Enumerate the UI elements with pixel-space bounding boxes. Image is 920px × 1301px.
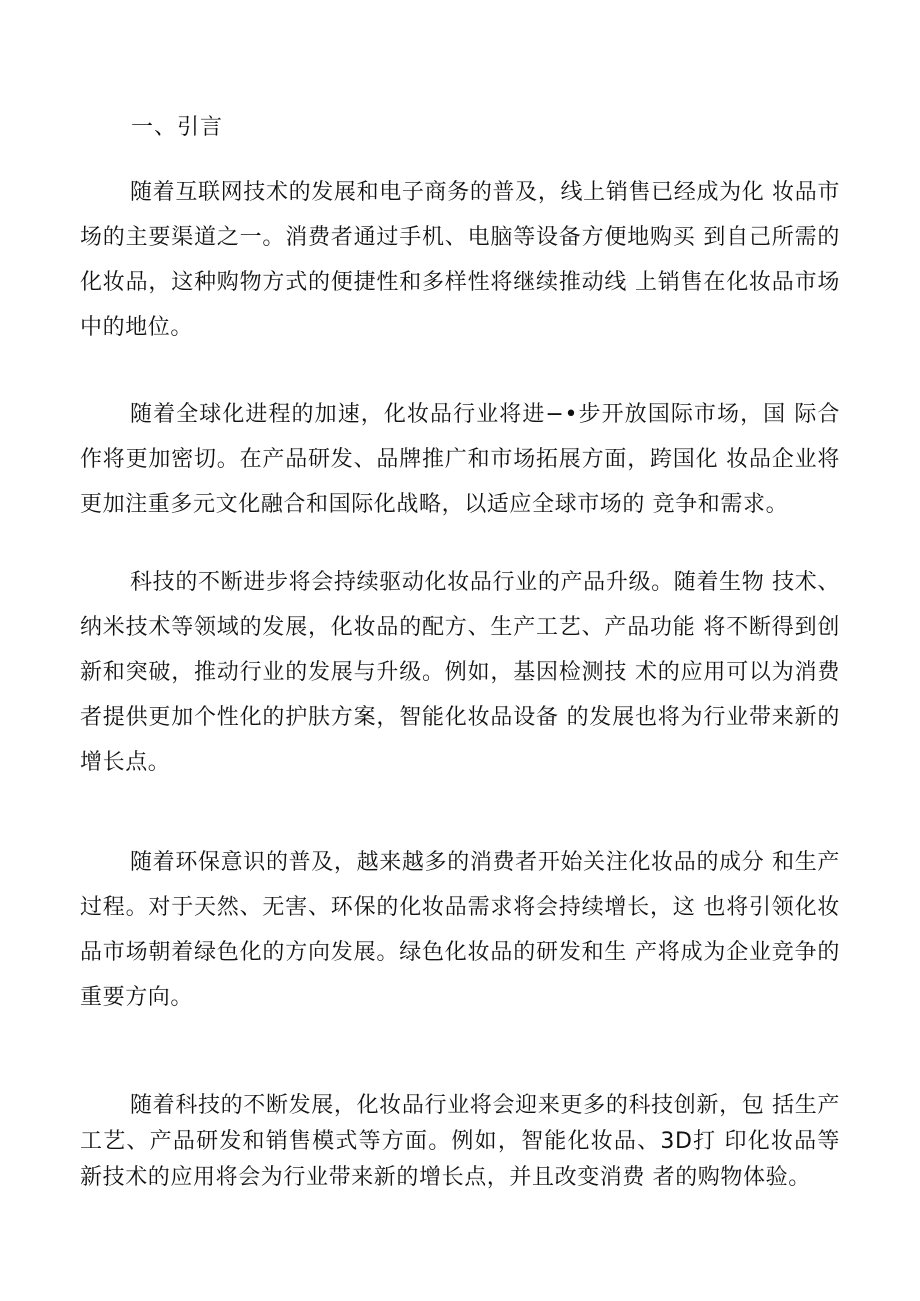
paragraph-environmental-awareness: 随着环保意识的普及，越来越多的消费者开始关注化妆品的成分 和生产过程。对于天然、无害、环保的化妆品需求将会持续增长，这 也将引领化妆品市场朝着绿色化的方向发展。绿色化妆品的研发和生 产将成为企业竞争的重要方向。 [80, 850, 840, 1010]
section-heading: 一、引言 [131, 115, 224, 140]
paragraph-online-sales: 随着互联网技术的发展和电子商务的普及，线上销售已经成为化 妆品市场的主要渠道之一。消费者通过手机、电脑等设备方便地购买 到自己所需的化妆品，这种购物方式的便捷性和多样性将继续推动线 上销售在化妆品市场中的地位。 [80, 180, 840, 340]
paragraph-globalization: 随着全球化进程的加速，化妆品行业将进−•步开放国际市场，国 际合作将更加密切。在产品研发、品牌推广和市场拓展方面，跨国化 妆品企业将更加注重多元文化融合和国际化战略，以适应全球市场的 竞争和需求。 [80, 402, 840, 517]
paragraph-tech-innovation: 随着科技的不断发展，化妆品行业将会迎来更多的科技创新，包 括生产工艺、产品研发和销售模式等方面。例如，智能化妆品、3D打 印化妆品等新技术的应用将会为行业带来新的增长点，并且改变消费 者的购物体验。 [80, 1093, 840, 1190]
paragraph-technology-upgrade: 科技的不断进步将会持续驱动化妆品行业的产品升级。随着生物 技术、纳米技术等领域的发展，化妆品的配方、生产工艺、产品功能 将不断得到创新和突破，推动行业的发展与升级。例如，基因检测技 术的应用可以为消费者提供更加个性化的护肤方案，智能化妆品设备 的发展也将为行业带来新的增长点。 [80, 570, 840, 775]
